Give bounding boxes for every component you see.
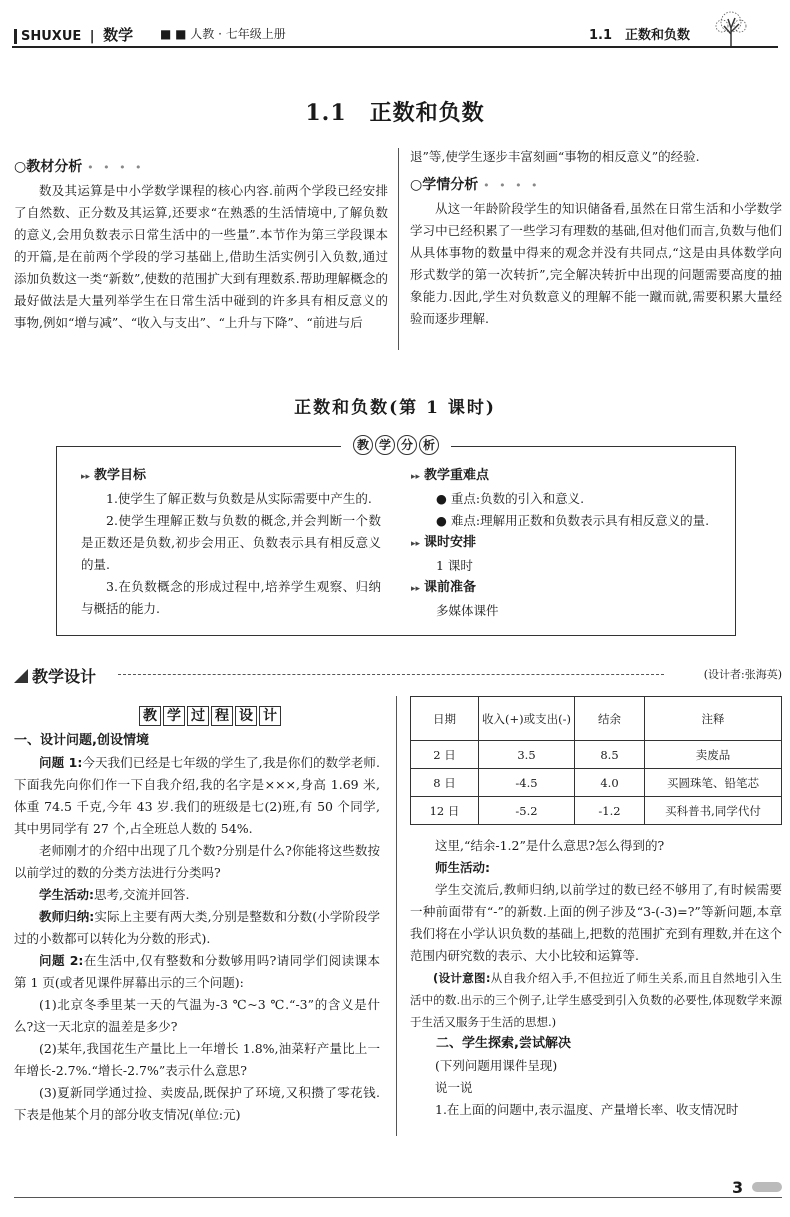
column-divider [398, 148, 399, 350]
question-2: 问题 2:在生活中,仅有整数和分数够用吗?请同学们阅读课本第 1 页(或者见课件屏幕出示的三个问题): [14, 953, 380, 990]
teaching-analysis-box [56, 446, 736, 636]
textbook-analysis-continued: 退”等,使学生逐步丰富刻画“事物的相反意义”的经验. [410, 149, 700, 164]
page-number: 3 [732, 1178, 744, 1197]
student-analysis-heading: ○学情分析 • • • • [410, 177, 541, 193]
design-intent: (设计意图:从自我介绍入手,不但拉近了师生关系,而且自然地引入生活中的数.出示的三个例子,让学生感受到引入负数的必要性,体现数学来源于生活又服务于生活的思想.) [410, 971, 783, 1029]
footer-line [14, 1197, 782, 1198]
student-analysis [410, 146, 782, 330]
prep: 多媒体课件 [436, 603, 499, 618]
explore-1: 1.在上面的问题中,表示温度、产量增长率、收支情况时 [435, 1102, 739, 1117]
th-note: 注释 [645, 697, 782, 741]
student-analysis-text: 从这一年龄阶段学生的知识储备看,虽然在日常生活和小学数学学习中已经积累了一些学习有理数的基础,但对他们而言,负数与他们从具体事物的数量中得来的观念并没有共同点,“这是由具体数学向形式数学的第一次转折”,完全解决转折中出现的问题需要高度的抽象能力.因此,学生对负数意义的理解不能一蹴而就,需要积累大量经验而逐步理解. [410, 201, 782, 326]
header-section: 1.1 正数和负数 [588, 28, 690, 43]
textbook-analysis-text: 数及其运算是中小学数学课程的核心内容.前两个学段已经安排了自然数、正分数及其运算,还要求“在熟悉的生活情境中,了解负数的意义,会用负数表示日常生活中的一些量”.本节作为第三学段课本的开篇,是在前两个学段的学习基础上,借助生活实例引入负数,通过添加负数这一类“新数”,使数的范围扩大到有理数系.帮助理解概念的最好做法是大量列举学生在日常生活中碰到的许多具有相反意义的事物,例如“增与减”、“收入与支出”、“上升与下降”、“前进与后 [14, 183, 388, 330]
page-tab [752, 1182, 782, 1192]
hours-heading: ▸▸ 课时安排 [411, 535, 477, 550]
textbook-analysis [14, 156, 388, 334]
design-heading: 教学设计 [14, 664, 96, 687]
th-amount: 收入(+)或支出(-) [479, 697, 575, 741]
brand: SHUXUE | 数学 [14, 24, 133, 45]
design-bar [14, 664, 782, 684]
teaching-keys [411, 465, 721, 622]
section-1-heading: 一、设计问题,创设情境 [14, 733, 149, 748]
tree-icon [710, 10, 752, 46]
th-balance: 结余 [575, 697, 645, 741]
student-activity: 学生活动:思考,交流并回答. [39, 887, 190, 902]
key-point: ● 重点:负数的引入和意义. [436, 491, 585, 506]
table-row: 12 日 -5.2 -1.2 买科普书,同学代付 [411, 797, 782, 825]
brand-latin: SHUXUE [14, 29, 81, 44]
expense-table [410, 696, 782, 825]
section-2-heading: 二、学生探索,尝试解决 [436, 1036, 571, 1051]
teaching-analysis-tag: 教 学 分 析 [341, 433, 451, 459]
book-info: ■ ■ 人教 · 七年级上册 [160, 27, 286, 41]
right-column-2 [410, 696, 782, 1121]
page-header [0, 0, 790, 50]
goal-2: 2.使学生理解正数与负数的概念,并会判断一个数是正数还是负数,初步会用正、负数表示具有相反意义的量. [81, 513, 381, 572]
activity-heading: 师生活动: [435, 860, 490, 875]
page-title: 1.1 正数和负数 [305, 100, 485, 126]
question-2a: (1)北京冬季里某一天的气温为-3 ℃~3 ℃.“-3”的含义是什么?这一天北京的温差是多少? [14, 997, 380, 1034]
brand-subject: 数学 [103, 26, 134, 44]
column-divider-2 [396, 696, 397, 1136]
th-date: 日期 [411, 697, 479, 741]
lesson-title: 正数和负数(第 1 课时) [294, 398, 496, 418]
difficult-point: ● 难点:理解用正数和负数表示具有相反意义的量. [436, 513, 710, 528]
table-row: 8 日 -4.5 4.0 买圆珠笔、铅笔芯 [411, 769, 782, 797]
process-title: 教 学 过 程 设 计 [40, 706, 380, 726]
question-2c: (3)夏新同学通过捡、卖废品,既保护了环境,又积攒了零花钱.下表是他某个月的部分收支情况(单位:元) [14, 1085, 380, 1122]
textbook-analysis-heading: ○教材分析 • • • • [14, 159, 145, 175]
key-heading: ▸▸ 教学重难点 [411, 468, 490, 483]
teacher-summary: 教师归纳:实际上主要有两大类,分别是整数和分数(小学阶段学过的小数都可以转化为分数的形式). [14, 909, 380, 946]
question-1b: 老师刚才的介绍中出现了几个数?分别是什么?你能将这些数按以前学过的数的分类方法进行分类吗? [14, 843, 380, 880]
question-1: 问题 1:今天我们已经是七年级的学生了,我是你们的数学老师.下面我先向你们作一下自我介绍,我的名字是×××,身高 1.69 米,体重 74.5 千克,今年 43 岁.我们的班级是七(2)班,有 50 个同学,其中男同学有 27 个,占全班总人数的 54%. [14, 755, 380, 836]
goal-1: 1.使学生了解正数与负数是从实际需要中产生的. [106, 491, 372, 506]
question-2b: (2)某年,我国花生产量比上一年增长 1.8%,油菜籽产量比上一年增长-2.7%.“增长-2.7%”表示什么意思? [14, 1041, 380, 1078]
activity-text: 学生交流后,教师归纳,以前学过的数已经不够用了,有时候需要一种前面带有“-”的新数.上面的例子涉及“3-(-3)=?”等新问题,本章我们将在小学认识负数的基础上,把数的范围扩充到有理数,并在这个范围内研究数的表示、大小比较和运算等. [410, 882, 782, 963]
table-row: 2 日 3.5 8.5 卖废品 [411, 741, 782, 769]
prep-heading: ▸▸ 课前准备 [411, 580, 477, 595]
process-design [14, 706, 380, 1126]
hours: 1 课时 [436, 558, 473, 573]
courseware-note: (下列问题用课件呈现) [435, 1058, 558, 1073]
goals-heading: ▸▸ 教学目标 [81, 468, 147, 483]
balance-question: 这里,“结余-1.2”是什么意思?怎么得到的? [435, 838, 665, 853]
say-it: 说一说 [435, 1080, 473, 1095]
goal-3: 3.在负数概念的形成过程中,培养学生观察、归纳与概括的能力. [81, 579, 381, 616]
design-author: (设计者:张海英) [703, 668, 782, 681]
teaching-goals [81, 465, 381, 620]
